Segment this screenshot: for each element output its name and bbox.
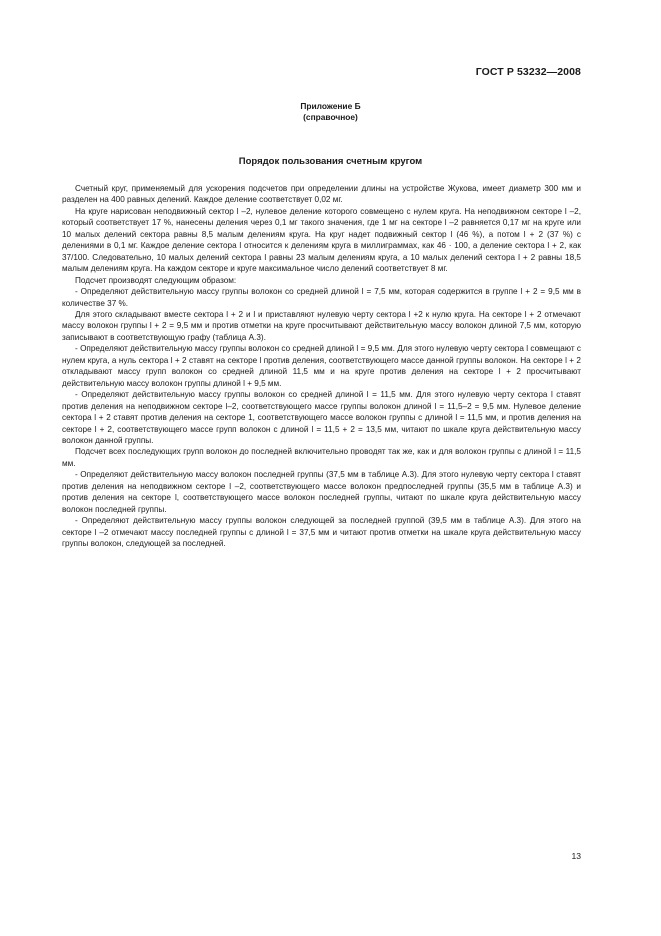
paragraph: - Определяют действительную массу группы волокон следующей за последней группой (39,5 мм в таблице А.3). Для этого на секторе l –2 отмечают массу последней группы с длиной l = 37,5 мм и читают против отметки на шкале круга действительную массу группы волокон, следующей за последней. <box>62 516 581 549</box>
paragraph: - Определяют действительную массу группы волокон со средней длиной l = 9,5 мм. Для этого нулевую черту сектора l совмещают с нулем круга, а нуль сектора l + 2 ставят на секторе l против деления, соответствующего массе данной группы волокон. На секторе l + 2 откладывают массу групп волокон со средней длиной 11,5 мм и на круге против деления на секторе l + 2 просчитывают действительную массу волокон группы длиной l + 9,5 мм. <box>62 344 581 388</box>
paragraph: Счетный круг, применяемый для ускорения подсчетов при определении длины на устройстве Жукова, имеет диаметр 300 мм и разделен на 400 равных делений. Каждое деление соответствует 0,02 мг. <box>62 184 581 205</box>
paragraph: Подсчет производят следующим образом: <box>75 275 237 285</box>
section-title: Порядок пользования счетным кругом <box>238 156 423 167</box>
body-text <box>62 183 581 550</box>
paragraph: Подсчет всех последующих групп волокон до последней включительно проводят так же, как и для волокон группы с длиной l = 11,5 мм. <box>62 447 581 468</box>
document-code: ГОСТ Р 53232—2008 <box>475 66 581 78</box>
appendix-type: (справочное) <box>303 111 358 122</box>
paragraph: На круге нарисован неподвижный сектор l –2, нулевое деление которого совмещено с нулем круга. На неподвижном секторе l –2, который соответствует 17 %, нанесены деления через 0,1 мг такого значения, где 1 мг на секторе l –2 равняется 0,17 мг на круге или 10 малых делений сектора равны 8,5 малым делениям круга. На круг надет подвижный сектор l (46 %), а потом l + 2 (37 %) с делениями в 0,1 мг. Каждое деление сектора l относится к делениям круга в миллиграммах, как 46 · 100, а деление сектора l + 2, как 37/100. Следовательно, 10 малых делений сектора l равны 23 малым делениям круга, а 10 малых делений сектора l + 2 равны 18,5 малым делениям круга. На каждом секторе и круге максимальное число делений соответствует 8 мг. <box>62 206 581 274</box>
paragraph: - Определяют действительную массу волокон последней группы (37,5 мм в таблице А.3). Для этого нулевую черту сектора l ставят против деления на неподвижном секторе l –2, соответствующего массе волокон предпоследней группы (35,5 мм в таблице А.3) и против деления на секторе l, соответствующего массе волокон последней группы, читают по шкале круга действительную массу волокон последней группы. <box>62 470 581 514</box>
page-number: 13 <box>571 851 581 861</box>
paragraph: - Определяют действительную массу группы волокон со средней длиной l = 11,5 мм. Для этого нулевую черту сектора l ставят против деления на неподвижном секторе l–2, соответствующего массе группы волокон длиной l = 11,5–2 = 9,5 мм. Нулевое деление сектора l + 2 ставят против деления на секторе 1, соответствующего массе волокон группы с длиной l = 11,5 мм, и против деления на секторе l + 2, соответствующего массе групп волокон с длиной l = 11,5 + 2 = 13,5 мм, читают по шкале круга действительную массу волокон данной группы. <box>62 390 581 445</box>
paragraph: Для этого складывают вместе сектора l + 2 и l и приставляют нулевую черту сектора l +2 к нулю круга. На секторе l + 2 отмечают массу волокон группы l + 2 = 9,5 мм и против отметки на круге просчитывают действительную массу волокон длиной 7,5 мм, которую записывают в соответствующую графу (таблица А.3). <box>62 309 581 342</box>
appendix-heading <box>0 101 661 122</box>
appendix-label: Приложение Б <box>300 101 361 111</box>
paragraph: - Определяют действительную массу группы волокон со средней длиной l = 7,5 мм, которая содержится в группе l + 2 = 9,5 мм в количестве 37 %. <box>62 287 581 308</box>
